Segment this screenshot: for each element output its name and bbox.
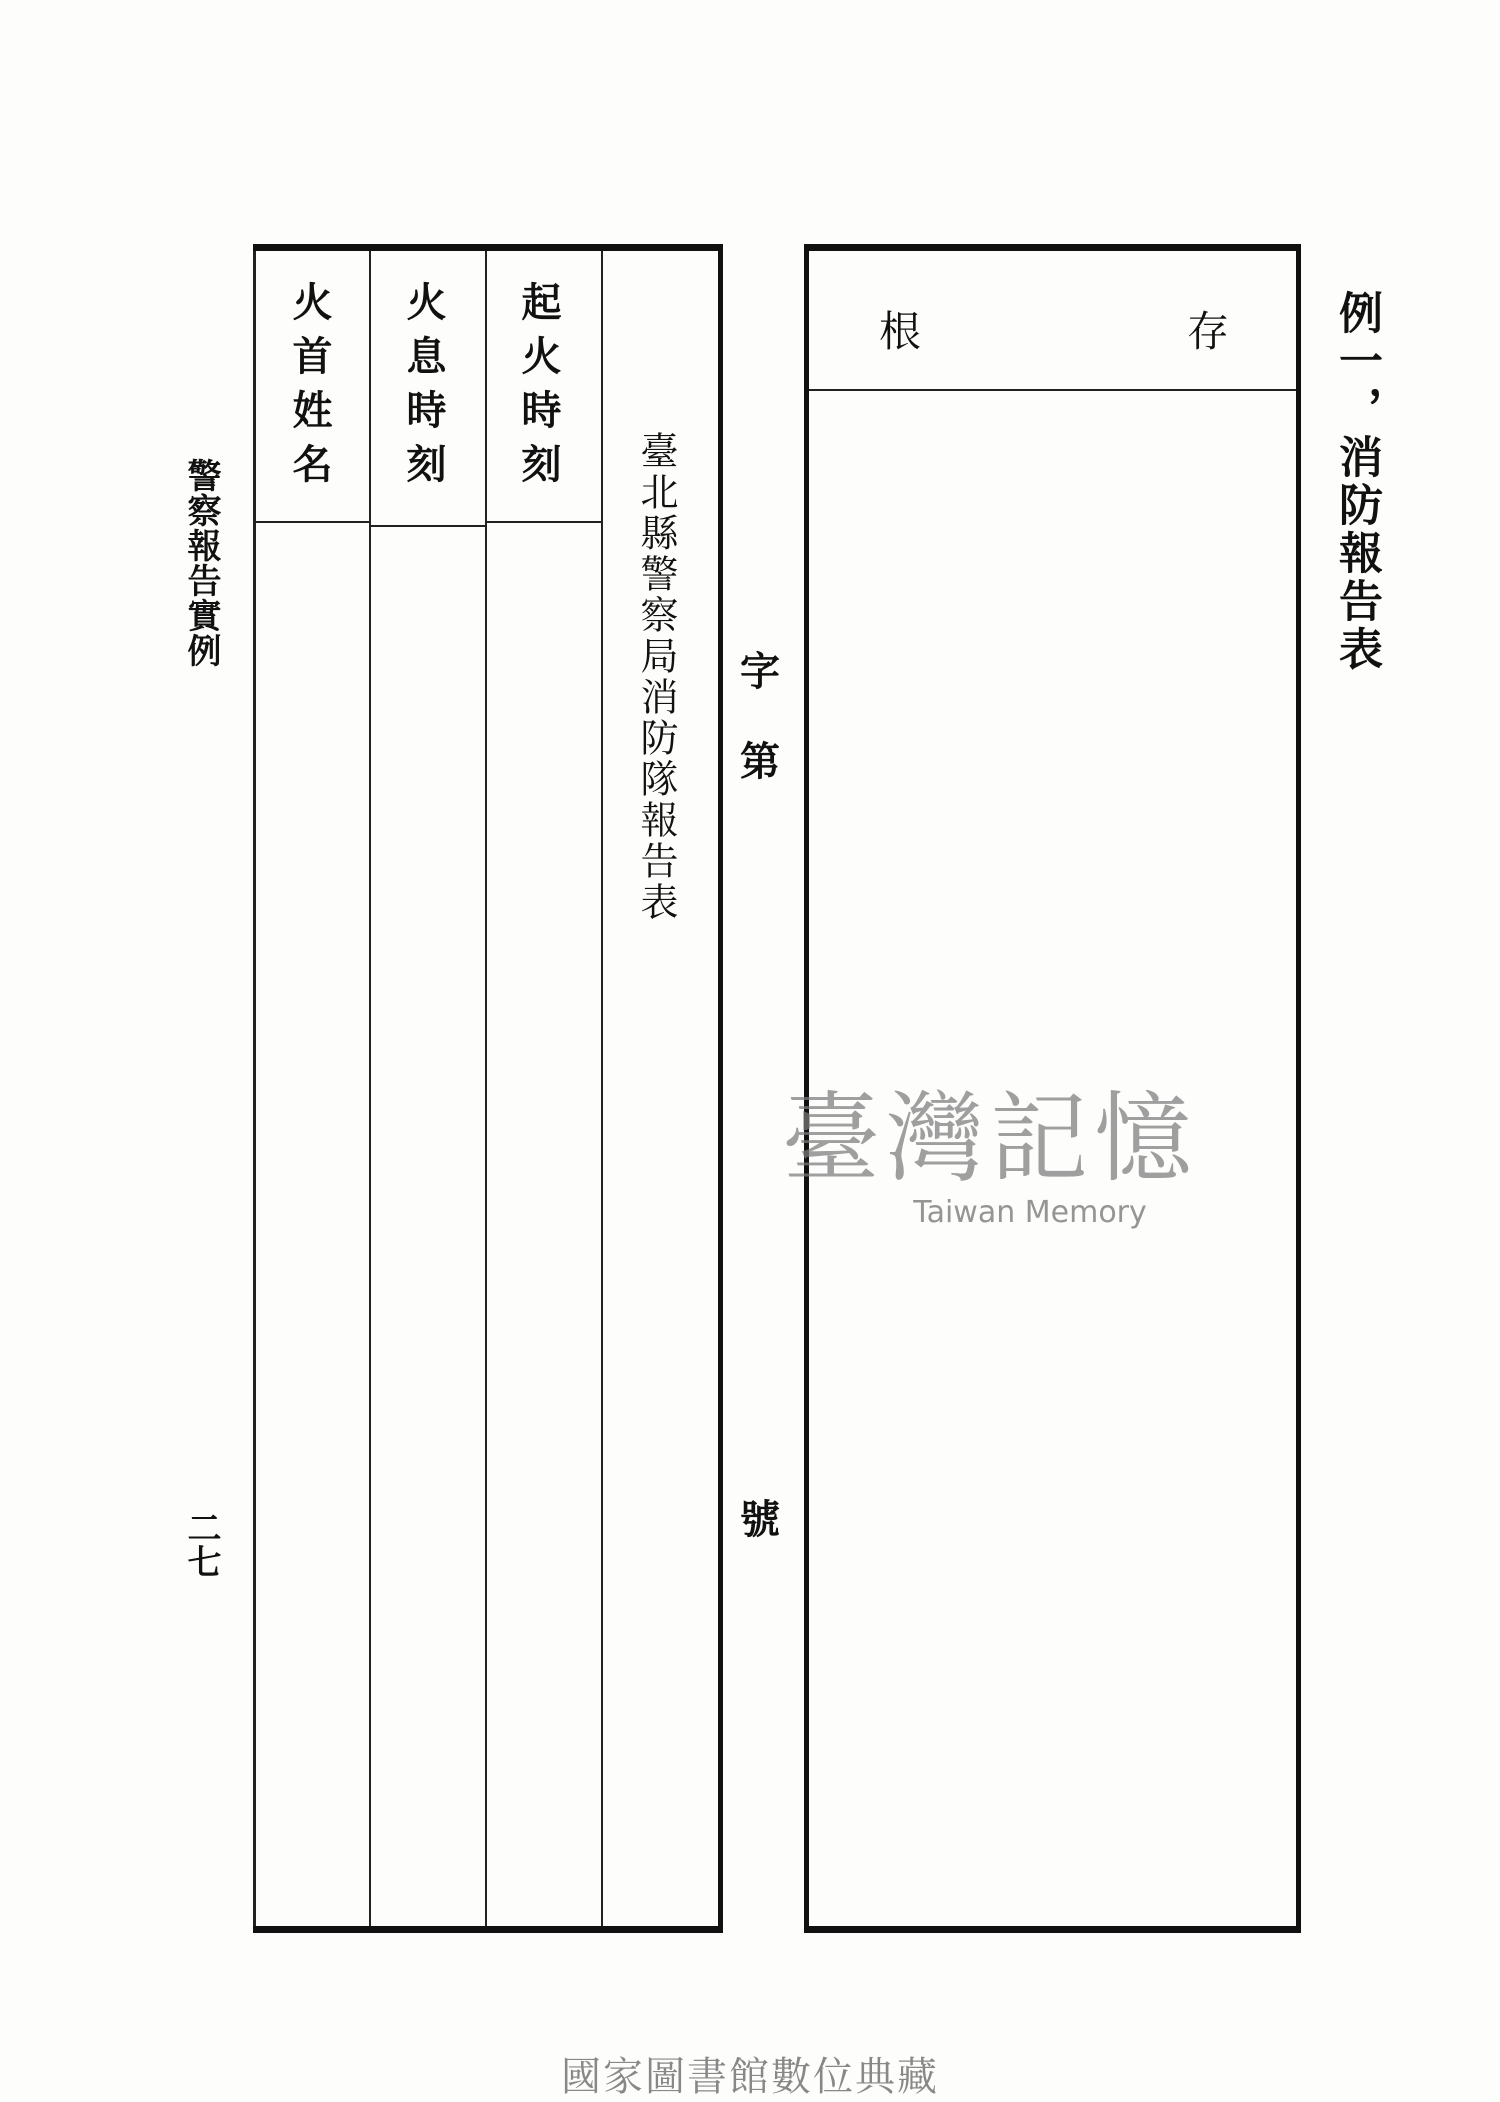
column-label-ignition-time: 起火時刻 (515, 281, 562, 497)
column-label-extinguish-time: 火息時刻 (400, 281, 447, 497)
watermark-chinese: 臺灣記憶 (781, 1082, 1198, 1196)
running-header-title: 警察報告實例 (181, 458, 221, 668)
header-underline (485, 521, 601, 523)
serial-char-di: 第 (740, 738, 780, 785)
fire-report-form (253, 244, 723, 1933)
form-title: 臺北縣警察局消防隊報告表 (634, 431, 678, 923)
watermark (760, 1060, 1220, 1230)
column-divider (485, 251, 487, 1926)
stub-label-gen: 根 (879, 307, 922, 356)
watermark-english: Taiwan Memory (913, 1195, 1147, 1230)
column-divider (253, 251, 256, 1926)
column-divider (601, 251, 603, 1926)
header-underline (253, 521, 369, 523)
column-divider (369, 251, 371, 1926)
serial-char-zi: 字 (740, 648, 780, 695)
stub-header-underline (809, 389, 1296, 391)
column-label-offender-name: 火首姓名 (286, 281, 333, 497)
example-heading: 例一，消防報告表 (1331, 290, 1382, 674)
stub-label-cun: 存 (1187, 307, 1230, 356)
footer-credit: 國家圖書館數位典藏 (561, 2054, 939, 2100)
serial-char-hao: 號 (740, 1496, 780, 1543)
header-underline (369, 525, 485, 527)
page-number: 二七 (181, 1510, 221, 1578)
